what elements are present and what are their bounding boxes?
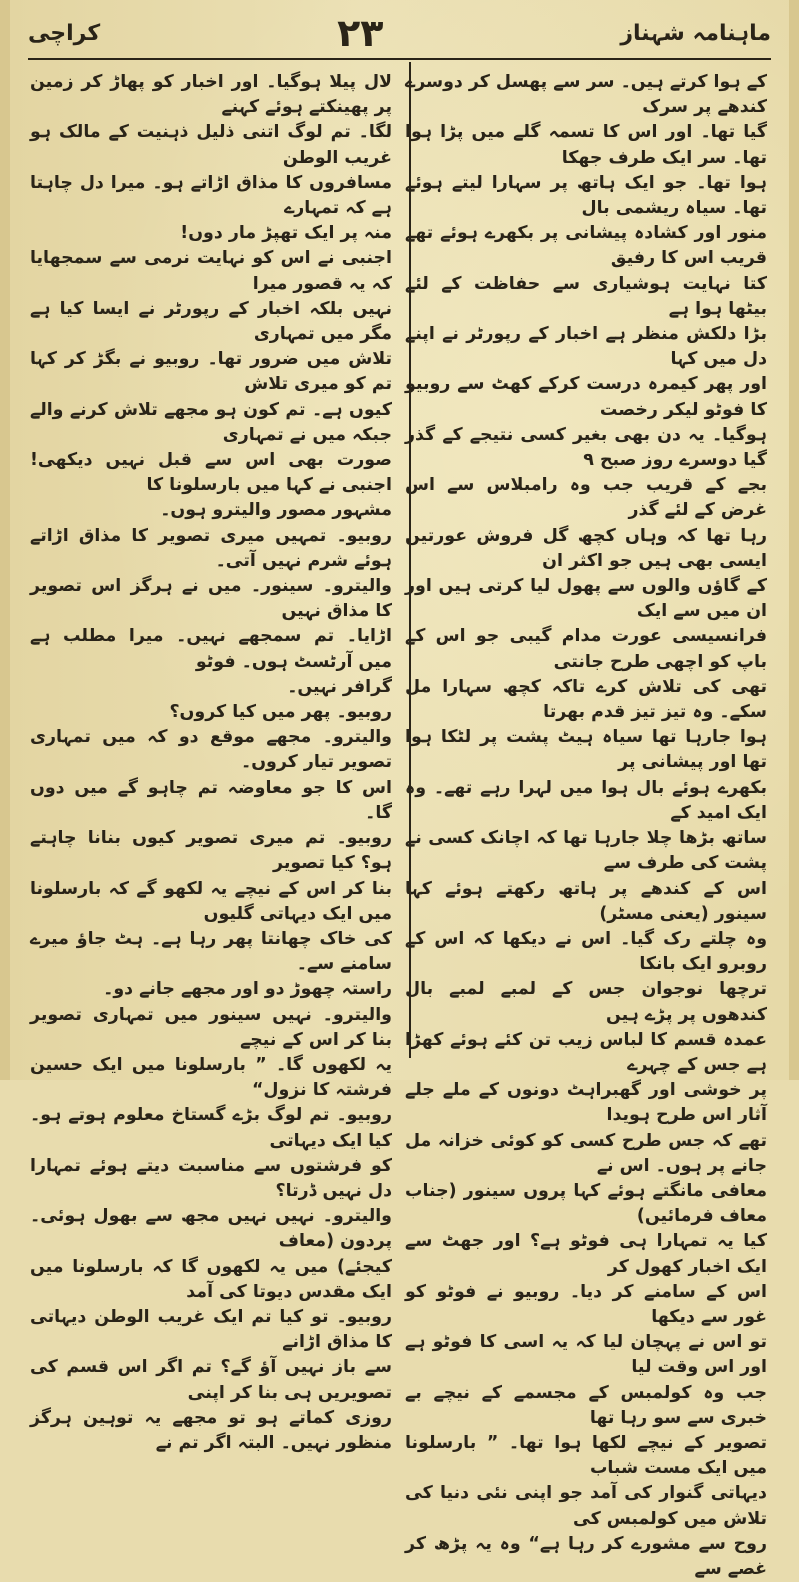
text-line: بنا کر اس کے نیچے یہ لکھو گے کہ بارسلونا میں ایک دیہاتی گلیوں [30, 878, 392, 924]
text-line: تو اس نے پہچان لیا کہ یہ اسی کا فوٹو ہے اور اس وقت لیا [405, 1332, 767, 1378]
text-line: ہوا جارہا تھا سیاہ ہیٹ پشت پر لٹکا ہوا تھا اور پیشانی پر [405, 727, 767, 773]
text-line: کے ہوا کرتے ہیں۔ سر سے پھسل کر دوسرے کندھے پر سرک [405, 72, 767, 118]
text-line: اس کے سامنے کر دیا۔ روبیو نے فوٹو کو غور سے دیکھا [405, 1281, 767, 1327]
text-line: پر خوشی اور گھبراہٹ دونوں کے ملے جلے آثار اس طرح ہویدا [405, 1080, 767, 1126]
text-line: کیوں ہے۔ تم کون ہو مجھے تلاش کرنے والے جبکہ میں نے تمہاری [30, 399, 392, 445]
text-line: روح سے مشورے کر رہا ہے“ وہ یہ پڑھ کر غصے سے [405, 1533, 767, 1579]
text-line: منور اور کشادہ پیشانی پر بکھرے ہوئے تھے قریب اس کا رفیق [405, 223, 767, 269]
text-line: بکھرے ہوئے بال ہوا میں لہرا رہے تھے۔ وہ ایک امید کے [405, 777, 767, 823]
text-line: مشہور مصور والیترو ہوں۔ [160, 500, 392, 521]
text-line: والیترو۔ نہیں سینور میں تمہاری تصویر بنا کر اس کے نیچے [30, 1004, 392, 1050]
text-line: بڑا دلکش منظر ہے اخبار کے رپورٹر نے اپنے دل میں کہا [405, 324, 767, 370]
city-name: کراچی [28, 20, 101, 46]
text-line: کے گاؤں والوں سے پھول لیا کرتی ہیں اور ان میں سے ایک [405, 576, 767, 622]
text-line: اس کے کندھے پر ہاتھ رکھتے ہوئے کہا سینور (یعنی مسٹر) [405, 878, 767, 924]
text-line: اور پھر کیمرہ درست کرکے کھٹ سے روبیو کا فوٹو لیکر رخصت [405, 374, 767, 420]
text-line: کتا نہایت ہوشیاری سے حفاظت کے لئے بیٹھا ہوا ہے [405, 273, 767, 319]
text-line: ہوا تھا۔ جو ایک ہاتھ پر سہارا لیتے ہوئے تھا۔ سیاہ ریشمی بال [405, 172, 767, 219]
text-line: کیا یہ تمہارا ہی فوٹو ہے؟ اور جھٹ سے ایک اخبار کھول کر [405, 1231, 767, 1277]
text-line: نہیں بلکہ اخبار کے رپورٹر نے ایسا کیا ہے مگر میں تمہاری [30, 298, 392, 345]
text-line: تلاش میں ضرور تھا۔ روبیو نے بگڑ کر کہا تم کو میری تلاش [30, 349, 392, 395]
text-line: گرافر نہیں۔ [287, 676, 392, 697]
text-line: لگا۔ تم لوگ اتنی ذلیل ذہنیت کے مالک ہو غریب الوطن [30, 122, 392, 168]
text-line: ساتھ بڑھا چلا جارہا تھا کہ اچانک کسی نے پشت کی طرف سے [405, 828, 767, 874]
text-line: تھی کی تلاش کرے تاکہ کچھ سہارا مل سکے۔ وہ تیز تیز قدم بھرتا [405, 676, 767, 723]
text-line: یہ لکھوں گا۔ ” بارسلونا میں ایک حسین فرشتہ کا نزول“ [30, 1054, 392, 1101]
text-line: جب وہ کولمبس کے مجسمے کے نیچے بے خبری سے سو رہا تھا [405, 1382, 767, 1428]
text-line: کو فرشتوں سے مناسبت دیتے ہوئے تمہارا دل نہیں ڈرتا؟ [30, 1155, 392, 1201]
text-line: معافی مانگتے ہوئے کہا پروں سینور (جناب معاف فرمائیں) [405, 1180, 767, 1227]
text-line: عمدہ قسم کا لباس زیب تن کئے ہوئے کھڑا ہے جس کے چہرے [405, 1029, 767, 1075]
text-line: والیترو۔ سینور۔ میں نے ہرگز اس تصویر کا مذاق نہیں [30, 576, 392, 622]
text-line: رہا تھا کہ وہاں کچھ گل فروش عورتیں ایسی بھی ہیں جو اکثر ان [405, 525, 767, 571]
text-line: کی خاک چھانتا پھر رہا ہے۔ ہٹ جاؤ میرے سامنے سے۔ [30, 928, 392, 975]
text-line: صورت بھی اس سے قبل نہیں دیکھی! اجنبی نے کہا میں بارسلونا کا [30, 450, 392, 496]
text-line: مسافروں کا مذاق اڑاتے ہو۔ میرا دل چاہتا ہے کہ تمہارے [30, 172, 392, 219]
text-line: روزی کماتے ہو تو مجھے یہ توہین ہرگز منظور نہیں۔ البتہ اگر تم نے [30, 1407, 392, 1453]
text-line: گیا تھا۔ اور اس کا تسمہ گلے میں پڑا ہوا تھا۔ سر ایک طرف جھکا [405, 122, 767, 168]
text-line: لال پیلا ہوگیا۔ اور اخبار کو پھاڑ کر زمین پر پھینکتے ہوئے کہنے [30, 72, 392, 118]
text-line: اجنبی نے اس کو نہایت نرمی سے سمجھایا کہ یہ قصور میرا [30, 248, 392, 294]
text-line: کیجئے) میں یہ لکھوں گا کہ بارسلونا میں ایک مقدس دیوتا کی آمد [30, 1256, 392, 1302]
text-line: سے باز نہیں آؤ گے؟ تم اگر اس قسم کی تصویریں ہی بنا کر اپنی [30, 1357, 392, 1403]
text-line: ترچھا نوجوان جس کے لمبے لمبے بال کندھوں پر پڑے ہیں [405, 979, 767, 1025]
left-column [30, 70, 392, 1453]
text-line: والیترو۔ مجھے موقع دو کہ میں تمہاری تصویر تیار کروں۔ [30, 727, 392, 773]
page-header [28, 8, 771, 60]
page-number: ٢٣ [337, 11, 384, 55]
text-line: والیترو۔ نہیں نہیں مجھ سے بھول ہوئی۔ پردون (معاف [30, 1206, 392, 1252]
text-line: دیہاتی گنوار کی آمد جو اپنی نئی دنیا کی تلاش میں کولمبس کی [405, 1483, 767, 1529]
text-line: منہ پر ایک تھپڑ مار دوں! [180, 223, 392, 244]
magazine-title: ماہنامہ شہناز [620, 20, 771, 46]
text-line: راستہ چھوڑ دو اور مجھے جانے دو۔ [103, 979, 392, 1000]
text-line: روبیو۔ تم لوگ بڑے گستاخ معلوم ہوتے ہو۔ کیا ایک دیہاتی [30, 1105, 392, 1151]
text-line: تھے کہ جس طرح کسی کو کوئی خزانہ مل جانے پر ہوں۔ اس نے [405, 1130, 767, 1176]
text-line: تصویر کے نیچے لکھا ہوا تھا۔ ” بارسلونا میں ایک مست شباب [405, 1432, 767, 1479]
text-line: وہ چلتے رک گیا۔ اس نے دیکھا کہ اس کے روبرو ایک بانکا [405, 928, 767, 975]
right-column [405, 70, 767, 1579]
text-line: فرانسیسی عورت مدام گیبی جو اس کے باپ کو اچھی طرح جانتی [405, 626, 767, 672]
text-line: روبیو۔ تمہیں میری تصویر کا مذاق اڑاتے ہوئے شرم نہیں آتی۔ [30, 525, 392, 571]
text-line: اس کا جو معاوضہ تم چاہو گے میں دوں گا۔ [30, 777, 392, 823]
text-line: روبیو۔ تم میری تصویر کیوں بنانا چاہتے ہو؟ کیا تصویر [30, 828, 392, 874]
text-line: روبیو۔ تو کیا تم ایک غریب الوطن دیہاتی کا مذاق اڑانے [30, 1306, 392, 1353]
text-line: روبیو۔ پھر میں کیا کروں؟ [169, 702, 392, 723]
text-line: اڑایا۔ تم سمجھے نہیں۔ میرا مطلب ہے میں آرٹسٹ ہوں۔ فوٹو [30, 626, 392, 672]
text-line: بجے کے قریب جب وہ رامبلاس سے اس غرض کے لئے گذر [405, 475, 767, 521]
text-line: ہوگیا۔ یہ دن بھی بغیر کسی نتیجے کے گذر گیا دوسرے روز صبح ۹ [405, 424, 767, 471]
